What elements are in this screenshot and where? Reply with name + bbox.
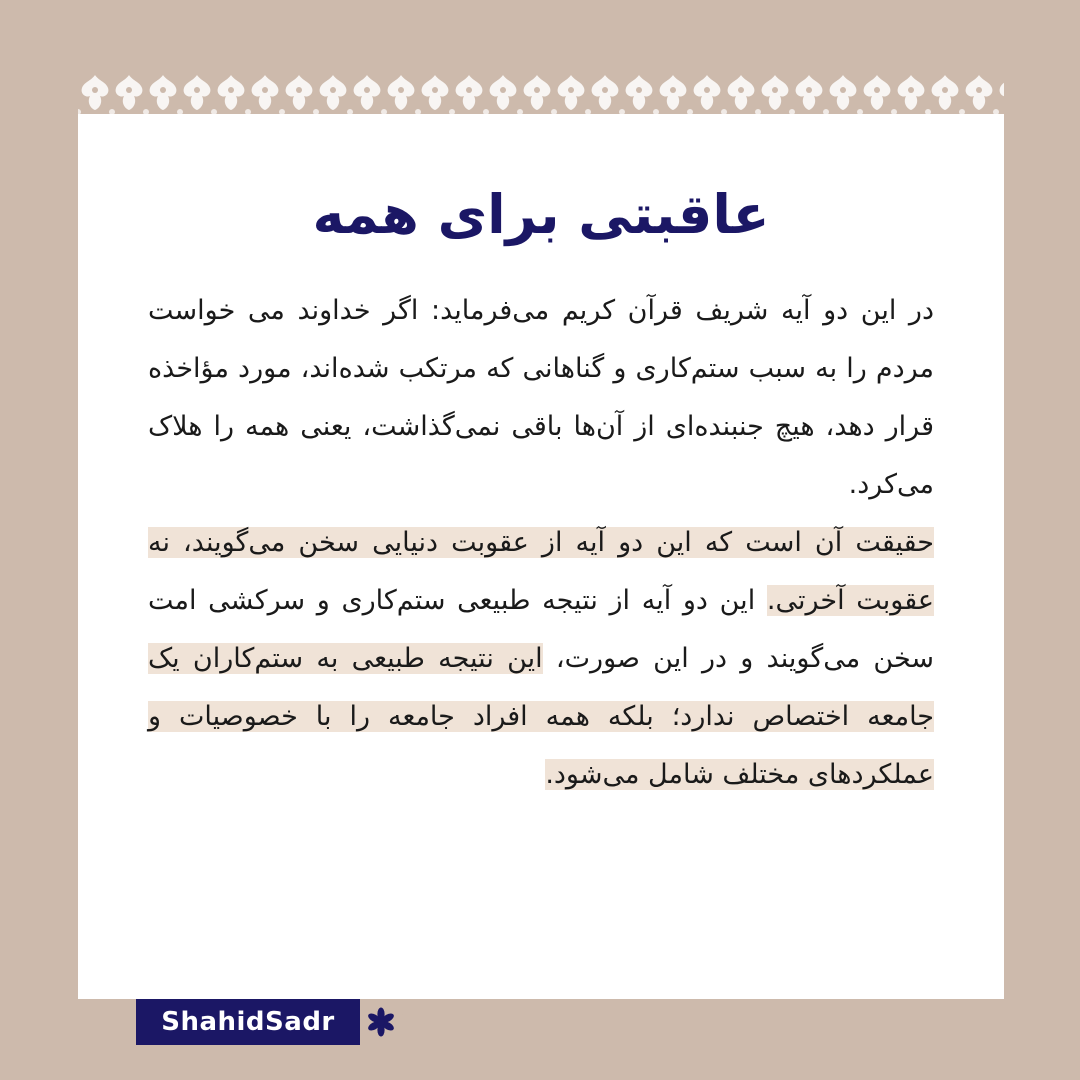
paragraph-explanation (148, 514, 934, 804)
content-card (78, 72, 1004, 1037)
highlighted-text: حقیقت آن است که این دو آیه از عقوبت دنیایی سخن می‌گویند، نه عقوبت آخرتی. (148, 527, 934, 616)
asterisk-icon (366, 1007, 396, 1037)
decorative-stars (366, 1000, 430, 1044)
page-title: عاقبتی برای همه (312, 183, 770, 246)
highlighted-text: این نتیجه طبیعی به ستم‌کاران یک جامعه اختصاص ندارد؛ بلکه همه افراد جامعه را با خصوصیات و عملکردهای مختلف شامل می‌شود. (148, 643, 934, 790)
asterisk-icon (400, 1007, 430, 1037)
article-body (148, 282, 934, 804)
brand-label: ShahidSadr (136, 999, 360, 1045)
paragraph-intro: در این دو آیه شریف قرآن کریم می‌فرماید: اگر خداوند می خواست مردم را به سبب ستم‌کاری و گناهانی که مرتکب شده‌اند، مورد مؤاخذه قرار دهد، هیچ جنبنده‌ای از آن‌ها باقی نمی‌گذاشت، یعنی همه را هلاک می‌کرد. (148, 295, 934, 500)
paragraph-text: این دو آیه از نتیجه طبیعی ستم‌کاری و سرکشی امت سخن می‌گویند و در این صورت، (148, 585, 935, 674)
decorative-border-icon (78, 72, 1004, 118)
